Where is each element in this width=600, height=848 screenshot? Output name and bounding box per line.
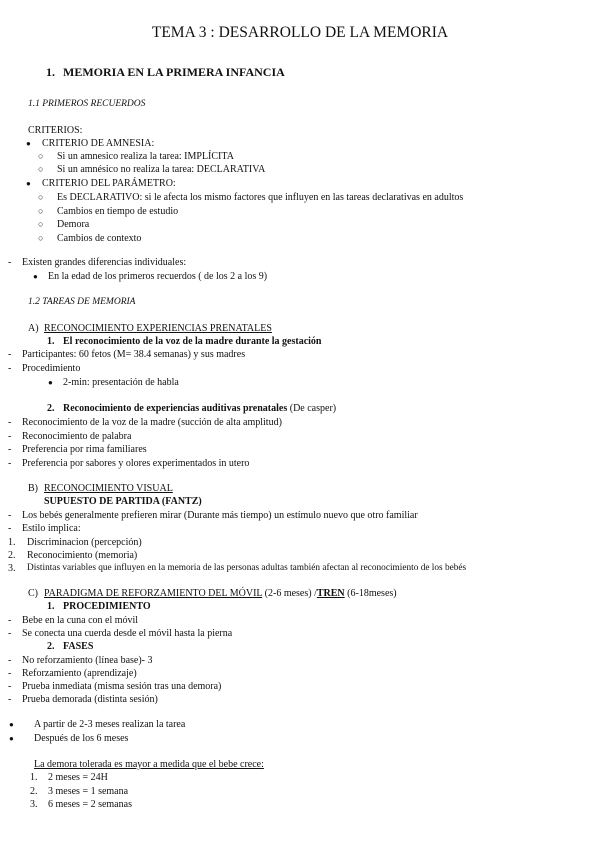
part-c-range-2: (6-18meses) [344,588,397,599]
procedimiento-item: Bebe en la cuna con el móvil [22,615,139,626]
part-a-2-line [63,402,336,415]
demora-item: 6 meses = 2 semanas [48,799,132,810]
part-a-1-number: 1. [47,336,55,347]
procedimiento-number: 1. [47,601,55,612]
part-a-letter: A) [28,323,39,334]
supuesto-heading: SUPUESTO DE PARTIDA (FANTZ) [44,496,202,507]
number-marker: 2. [8,550,16,561]
parametro-item: Demora [57,219,90,230]
fases-number: 2. [47,641,55,652]
circle-marker: ○ [38,206,44,216]
part-a-2-number: 2. [47,403,55,414]
bullet-marker: ● [9,734,14,743]
bullet-marker: ● [26,179,31,188]
subsection-1-1-title: 1.1 PRIMEROS RECUERDOS [28,99,146,109]
part-a-1-heading: El reconocimiento de la voz de la madre durante la gestación [63,336,322,347]
dash-marker: - [8,655,12,666]
dash-marker: - [8,444,12,455]
bullet-marker: ● [9,720,14,729]
edad-text: En la edad de los primeros recuerdos ( de los 2 a los 9) [48,271,268,282]
dash-marker: - [8,510,12,521]
part-c-heading-line [44,587,397,600]
dash-marker: - [8,458,12,469]
dash-marker: - [8,349,12,360]
fase-item: Prueba demorada (distinta sesión) [22,694,158,705]
circle-marker: ○ [38,219,44,229]
fases-heading: FASES [63,641,94,652]
dash-marker: - [8,694,12,705]
procedimiento-text: Procedimiento [22,363,81,374]
criterios-label: CRITERIOS: [28,125,83,136]
part-c-letter: C) [28,588,38,599]
section-1-number: 1. [46,65,55,79]
dash-marker: - [8,257,12,268]
part-b-letter: B) [28,483,38,494]
note-item: A partir de 2-3 meses realizan la tarea [34,719,186,730]
implica-item: Distintas variables que influyen en la memoria de las personas adultas también afectan al reconocimiento de los bebés [27,563,467,573]
fase-item: Reforzamiento (aprendizaje) [22,668,137,679]
part-c-range-1: (2-6 meses) / [262,588,317,599]
part-a-2-heading: Reconocimiento de experiencias auditivas prenatales [63,403,288,414]
parametro-item: Cambios de contexto [57,233,142,244]
demora-item: 2 meses = 24H [48,772,108,783]
participantes-text: Participantes: 60 fetos (M= 38.4 semanas) y sus madres [22,349,246,360]
dash-marker: - [8,523,12,534]
part-c-heading: PARADIGMA DE REFORZAMIENTO DEL MÓVIL [44,588,263,599]
number-marker: 1. [8,537,16,548]
bullet-marker: ● [33,272,38,281]
fase-item: No reforzamiento (línea base)- 3 [22,655,153,666]
experiencia-item: Preferencia por rima familiares [22,444,147,455]
subsection-1-2-title: 1.2 TAREAS DE MEMORIA [28,297,136,307]
part-c-tren: TREN [316,588,345,599]
part-a-heading: RECONOCIMIENTO EXPERIENCIAS PRENATALES [44,323,272,334]
procedimiento-item: Se conecta una cuerda desde el móvil hasta la pierna [22,628,233,639]
parametro-item: Es DECLARATIVO: si le afecta los mismo factores que influyen en las tareas declarativas en adultos [57,192,464,203]
part-a-2-suffix: (De casper) [287,403,337,414]
number-marker: 1. [30,772,38,783]
circle-marker: ○ [38,233,44,243]
part-b-heading: RECONOCIMIENTO VISUAL [44,483,173,494]
parametro-item: Cambios en tiempo de estudio [57,206,179,217]
circle-marker: ○ [38,164,44,174]
estilo-text: Estilo implica: [22,523,81,534]
procedimiento-item: 2-min: presentación de habla [63,377,179,388]
experiencia-item: Preferencia por sabores y olores experimentados in utero [22,458,250,469]
amnesia-label: CRITERIO DE AMNESIA: [42,138,155,149]
dash-marker: - [8,417,12,428]
number-marker: 2. [30,786,38,797]
diferencias-text: Existen grandes diferencias individuales: [22,257,187,268]
number-marker: 3. [30,799,38,810]
demora-item: 3 meses = 1 semana [48,786,129,797]
number-marker: 3. [8,563,16,574]
circle-marker: ○ [38,192,44,202]
implica-item: Discriminacion (percepción) [27,537,142,548]
parametro-label: CRITERIO DEL PARÁMETRO: [42,178,176,189]
dash-marker: - [8,628,12,639]
demora-title: La demora tolerada es mayor a medida que el bebe crece: [34,759,264,770]
fase-item: Prueba inmediata (misma sesión tras una demora) [22,681,222,692]
dash-marker: - [8,615,12,626]
dash-marker: - [8,681,12,692]
amnesia-item: Si un amnesico realiza la tarea: IMPLÍCITA [57,151,234,162]
note-item: Después de los 6 meses [34,733,129,744]
experiencia-item: Reconocimiento de palabra [22,431,132,442]
circle-marker: ○ [38,151,44,161]
bebes-text: Los bebés generalmente prefieren mirar (Durante más tiempo) un estímulo nuevo que otro familiar [22,510,418,521]
bullet-marker: ● [48,378,53,387]
experiencia-item: Reconocimiento de la voz de la madre (succión de alta amplitud) [22,417,282,428]
implica-item: Reconocimiento (memoria) [27,550,138,561]
bullet-marker: ● [26,139,31,148]
amnesia-item: Si un amnésico no realiza la tarea: DECLARATIVA [57,164,266,175]
procedimiento-heading: PROCEDIMIENTO [63,601,151,612]
dash-marker: - [8,363,12,374]
page-title: TEMA 3 : DESARROLLO DE LA MEMORIA [151,24,449,41]
dash-marker: - [8,668,12,679]
dash-marker: - [8,431,12,442]
section-1-heading: MEMORIA EN LA PRIMERA INFANCIA [63,65,285,79]
